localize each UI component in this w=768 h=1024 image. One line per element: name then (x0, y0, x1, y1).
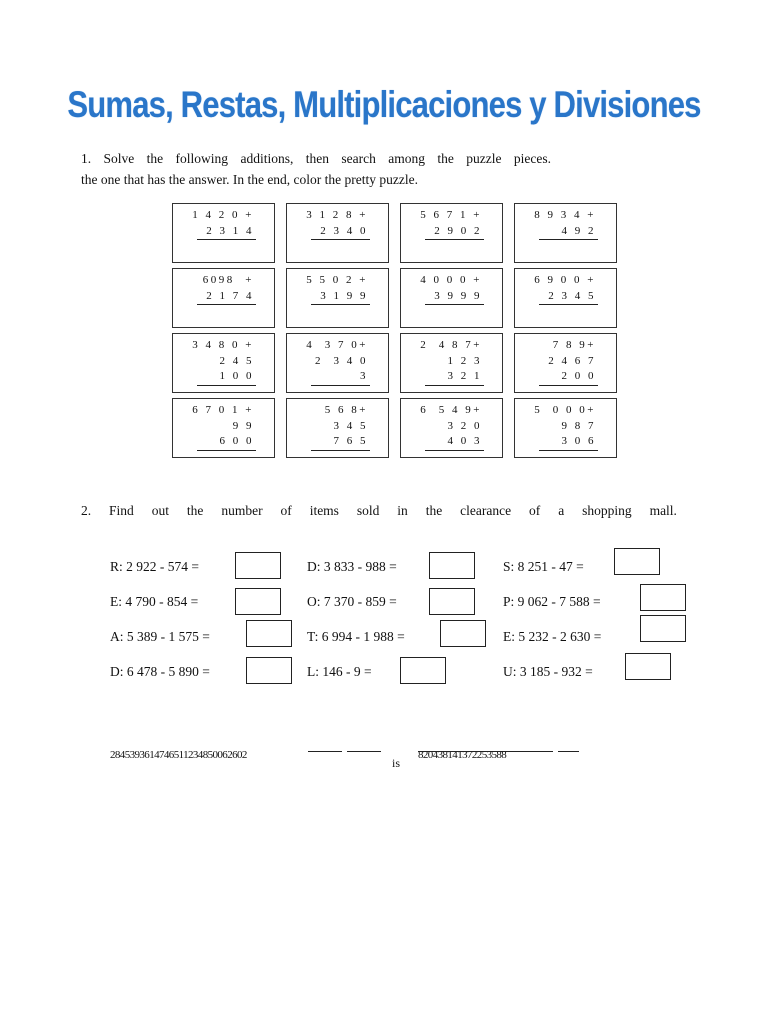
answer-box[interactable] (614, 548, 660, 575)
addend-line: 4 3 7 0+ (306, 339, 368, 351)
puzzle-piece (286, 203, 389, 263)
addend-line: 3 2 1 (425, 369, 484, 386)
addend-line: 2 4 5 (219, 354, 254, 367)
addend-line: 3 9 9 9 (425, 289, 484, 306)
answer-blank (418, 751, 553, 752)
puzzle-piece (400, 203, 503, 263)
subtraction-problem: O: 7 370 - 859 = (307, 594, 397, 609)
addend-line: 7 6 5 (311, 434, 370, 451)
puzzle-piece (286, 333, 389, 393)
addend-line: 1 4 2 0 + (192, 209, 254, 221)
answer-box[interactable] (640, 615, 686, 642)
addend-line: 4 9 2 (539, 224, 598, 241)
addend-line: 6098 + (202, 274, 254, 286)
addend-line: 4 0 3 (425, 434, 484, 451)
instruction-word: items (309, 503, 339, 518)
addend-line: 2 3 4 5 (539, 289, 598, 306)
answer-box[interactable] (429, 588, 475, 615)
answer-box[interactable] (246, 620, 292, 647)
subtraction-problem: P: 9 062 - 7 588 = (503, 594, 601, 609)
addend-line: 3 2 0 (447, 419, 482, 432)
instruction-word: Find (109, 503, 134, 518)
answer-box[interactable] (429, 552, 475, 579)
subtraction-problem: T: 6 994 - 1 988 = (307, 629, 405, 644)
addend-line: 4 0 0 0 + (420, 274, 482, 286)
puzzle-piece (172, 398, 275, 458)
puzzle-piece (514, 268, 617, 328)
addend-line: 3 (311, 369, 370, 386)
addend-line: 2 4 8 7+ (420, 339, 482, 351)
addend-line: 2 0 0 (539, 369, 598, 386)
exercise2-instruction (81, 503, 677, 519)
addend-line: 2 4 6 7 (548, 354, 596, 367)
addend-line: 9 9 (232, 419, 254, 432)
answer-box[interactable] (625, 653, 671, 680)
puzzle-piece (514, 203, 617, 263)
puzzle-piece (400, 333, 503, 393)
answer-box[interactable] (640, 584, 686, 611)
addend-line: 8 9 3 4 + (534, 209, 596, 221)
answer-blank (308, 751, 342, 752)
addend-line: 2 1 7 4 (197, 289, 256, 306)
exercise1-instruction-line1: 1. Solve the following additions, then search among the puzzle pieces. (81, 151, 551, 166)
puzzle-piece (172, 268, 275, 328)
subtraction-problem: E: 4 790 - 854 = (110, 594, 199, 609)
instruction-word: in (397, 503, 408, 518)
addition-puzzle-grid (172, 203, 617, 458)
addend-line: 2 3 4 0 (311, 224, 370, 241)
subtraction-problem: D: 6 478 - 5 890 = (110, 664, 210, 679)
instruction-word: sold (356, 503, 380, 518)
answer-box[interactable] (246, 657, 292, 684)
addend-line: 6 7 0 1 + (192, 404, 254, 416)
addend-line: 5 6 8+ (324, 404, 368, 416)
addend-line: 3 1 9 9 (311, 289, 370, 306)
instruction-word: number (221, 503, 263, 518)
subtraction-problem: U: 3 185 - 932 = (503, 664, 593, 679)
subtraction-problem: A: 5 389 - 1 575 = (110, 629, 210, 644)
addend-line: 3 1 2 8 + (306, 209, 368, 221)
puzzle-piece (400, 398, 503, 458)
answer-blank (558, 751, 579, 752)
exercise1-instruction-line2: the one that has the answer. In the end, color the pretty puzzle. (81, 172, 419, 187)
addend-line: 3 4 8 0 + (192, 339, 254, 351)
answer-code-part1: 2845393614746511234850062602 (110, 749, 247, 761)
instruction-word: shopping (582, 503, 632, 518)
addend-line: 2 3 4 0 (315, 354, 368, 367)
addend-line: 7 8 9+ (552, 339, 596, 351)
page-title: Sumas, Restas, Multiplicaciones y Divisiones (67, 84, 701, 125)
instruction-word: of (280, 503, 292, 518)
instruction-word: the (425, 503, 443, 518)
instruction-word: of (529, 503, 541, 518)
subtraction-problem: D: 3 833 - 988 = (307, 559, 397, 574)
answer-is-label: is (392, 756, 401, 770)
instruction-word: out (151, 503, 169, 518)
subtraction-problem: L: 146 - 9 = (307, 664, 372, 679)
subtraction-problem: S: 8 251 - 47 = (503, 559, 584, 574)
addend-line: 2 9 0 2 (425, 224, 484, 241)
addend-line: 1 2 3 (447, 354, 482, 367)
subtraction-problem: R: 2 922 - 574 = (110, 559, 199, 574)
addend-line: 2 3 1 4 (197, 224, 256, 241)
answer-box[interactable] (235, 588, 281, 615)
answer-box[interactable] (400, 657, 446, 684)
puzzle-piece (172, 203, 275, 263)
puzzle-piece (286, 268, 389, 328)
puzzle-piece (514, 398, 617, 458)
answer-code-part2: 820438141372253588 (418, 749, 507, 761)
addend-line: 3 0 6 (539, 434, 598, 451)
addend-line: 3 4 5 (333, 419, 368, 432)
instruction-word: 2. (81, 503, 92, 518)
puzzle-piece (400, 268, 503, 328)
addend-line: 5 5 0 2 + (306, 274, 368, 286)
puzzle-piece (286, 398, 389, 458)
instruction-word: clearance (460, 503, 512, 518)
addend-line: 1 0 0 (197, 369, 256, 386)
puzzle-piece (172, 333, 275, 393)
instruction-word: mall. (649, 503, 677, 518)
addend-line: 6 0 0 (197, 434, 256, 451)
answer-box[interactable] (235, 552, 281, 579)
answer-blank (347, 751, 381, 752)
instruction-word: a (558, 503, 565, 518)
addend-line: 5 0 0 0+ (534, 404, 596, 416)
addend-line: 6 5 4 9+ (420, 404, 482, 416)
answer-box[interactable] (440, 620, 486, 647)
instruction-word: the (186, 503, 204, 518)
subtraction-problem: E: 5 232 - 2 630 = (503, 629, 602, 644)
addend-line: 9 8 7 (561, 419, 596, 432)
addend-line: 6 9 0 0 + (534, 274, 596, 286)
puzzle-piece (514, 333, 617, 393)
addend-line: 5 6 7 1 + (420, 209, 482, 221)
